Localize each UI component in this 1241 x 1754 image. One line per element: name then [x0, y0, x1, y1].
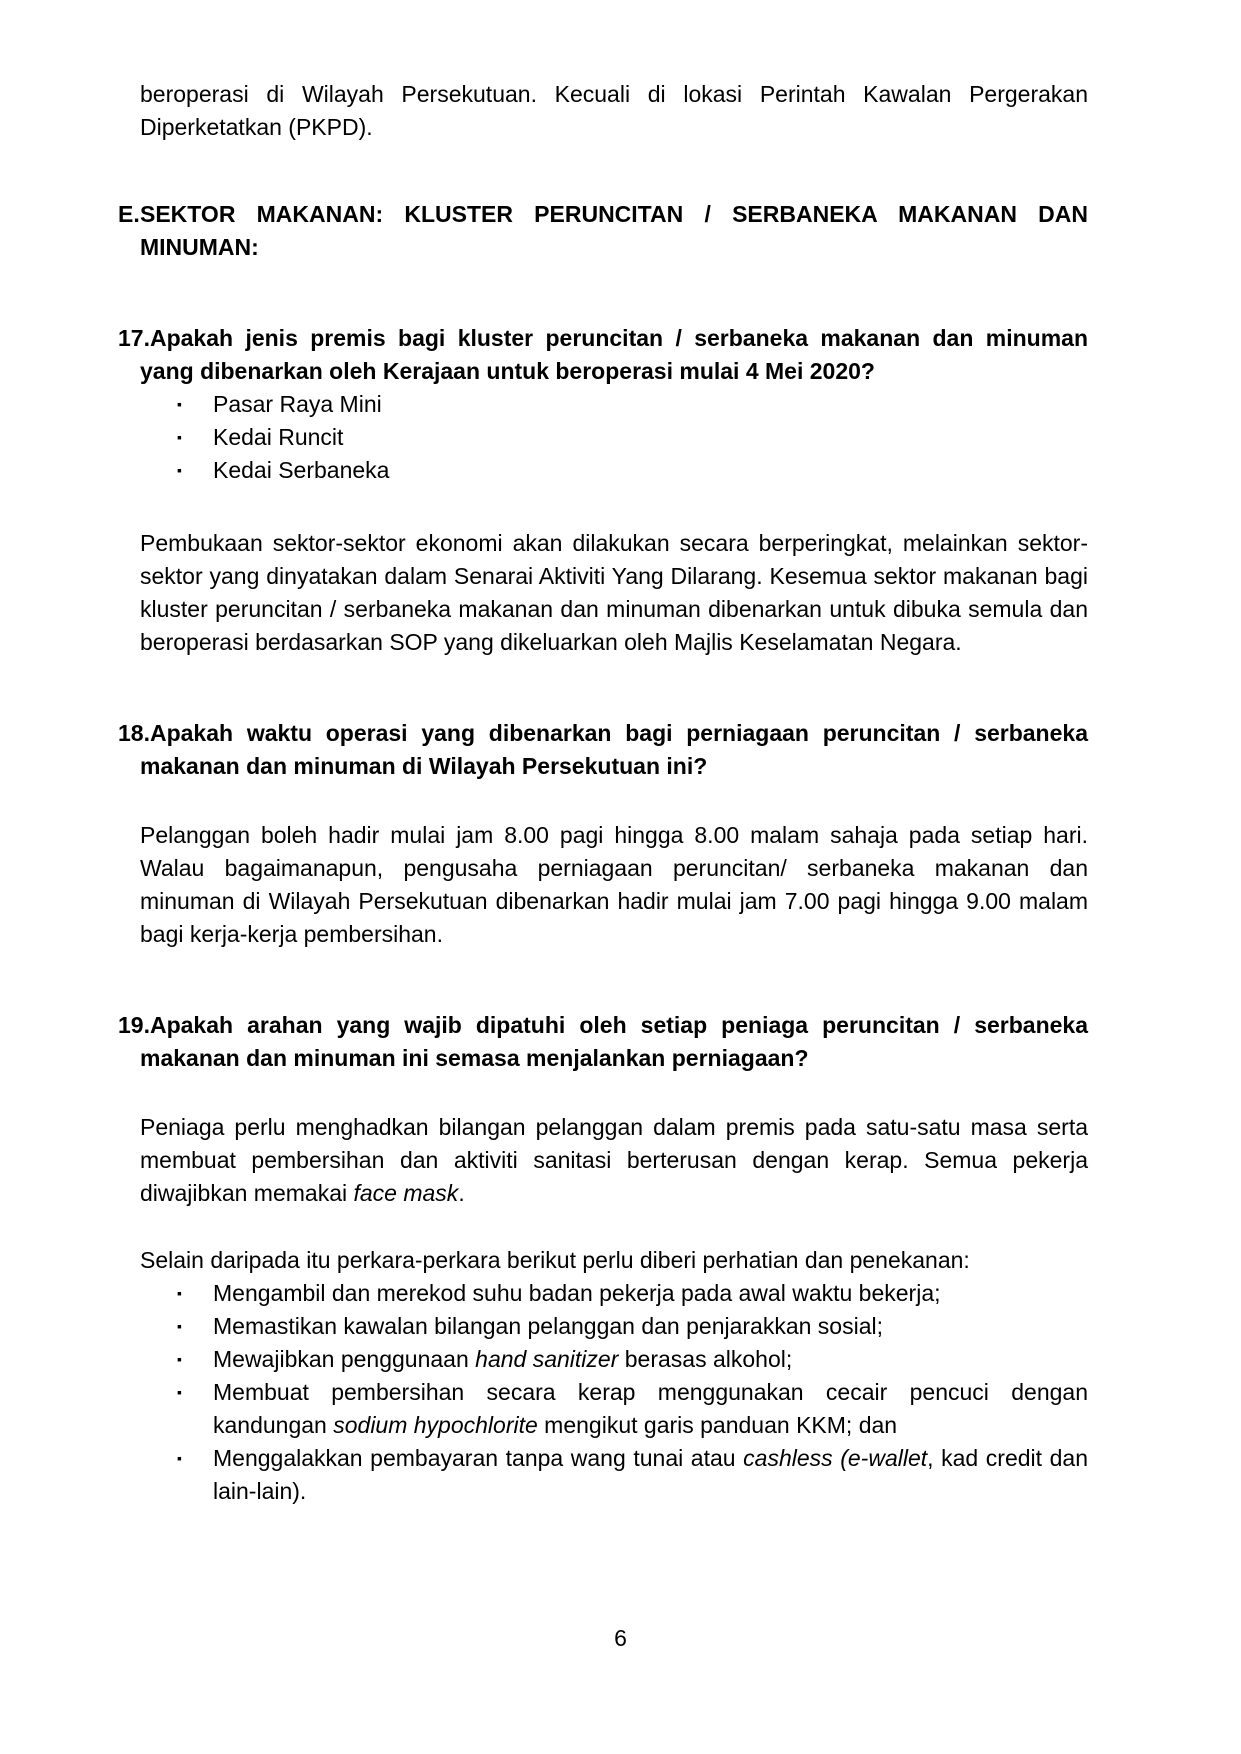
q19-bullet-list	[140, 1277, 1088, 1508]
list-item-text: Memastikan kawalan bilangan pelanggan dan penjarakkan sosial;	[213, 1313, 883, 1339]
list-item-text: Mengambil dan merekod suhu badan pekerja pada awal waktu bekerja;	[213, 1280, 941, 1306]
list-item	[140, 421, 1088, 454]
question-text: Apakah jenis premis bagi kluster peruncitan / serbaneka makanan dan minuman yang dibenarkan oleh Kerajaan untuk beroperasi mulai 4 Mei 2020?	[140, 325, 1088, 384]
list-item-text: Mewajibkan penggunaan hand sanitizer berasas alkohol;	[213, 1346, 793, 1372]
list-item-text: Kedai Serbaneka	[213, 457, 390, 483]
question-19	[118, 1009, 1088, 1075]
list-item	[140, 1343, 1088, 1376]
question-text: Apakah waktu operasi yang dibenarkan bagi perniagaan peruncitan / serbaneka makanan dan minuman di Wilayah Persekutuan ini?	[140, 720, 1088, 779]
bullet-icon: ▪	[177, 396, 182, 412]
question-text: Apakah arahan yang wajib dipatuhi oleh setiap peniaga peruncitan / serbaneka makanan dan minuman ini semasa menjalankan perniagaan?	[140, 1012, 1088, 1071]
list-item	[140, 388, 1088, 421]
bullet-icon: ▪	[177, 1384, 182, 1400]
question-number: 19.	[118, 1012, 150, 1038]
italic-term: sodium hypochlorite	[333, 1412, 538, 1438]
q19-note-paragraph: Selain daripada itu perkara-perkara berikut perlu diberi perhatian dan penekanan:	[140, 1247, 970, 1273]
bullet-icon: ▪	[177, 1285, 182, 1301]
list-item	[140, 1442, 1088, 1508]
bullet-icon: ▪	[177, 1351, 182, 1367]
question-number: 17.	[118, 325, 150, 351]
list-item-text: Membuat pembersihan secara kerap menggunakan cecair pencuci dengan kandungan sodium hypochlorite mengikut garis panduan KKM; dan	[213, 1379, 1088, 1438]
list-item-text: Menggalakkan pembayaran tanpa wang tunai atau cashless (e-wallet, kad credit dan lain-lain).	[213, 1445, 1088, 1504]
question-number: 18.	[118, 720, 150, 746]
list-item	[140, 1310, 1088, 1343]
section-heading	[118, 198, 1088, 264]
bullet-icon: ▪	[177, 1318, 182, 1334]
list-item	[140, 1277, 1088, 1310]
italic-term: hand sanitizer	[475, 1346, 619, 1372]
section-label: E.	[118, 201, 140, 227]
bullet-icon: ▪	[177, 1450, 182, 1466]
page-number: 6	[614, 1625, 627, 1651]
q17-answer-paragraph: Pembukaan sektor-sektor ekonomi akan dilakukan secara berperingkat, melainkan sektor-sektor yang dinyatakan dalam Senarai Aktiviti Yang Dilarang. Kesemua sektor makanan bagi kluster peruncitan / serbaneka makanan dan minuman dibenarkan untuk dibuka semula dan beroperasi berdasarkan SOP yang dikeluarkan oleh Majlis Keselamatan Negara.	[140, 530, 1088, 655]
list-item	[140, 1376, 1088, 1442]
italic-term: face mask	[353, 1180, 459, 1206]
list-item-text: Pasar Raya Mini	[213, 391, 382, 417]
q18-answer-paragraph: Pelanggan boleh hadir mulai jam 8.00 pagi hingga 8.00 malam sahaja pada setiap hari. Walau bagaimanapun, pengusaha perniagaan peruncitan/ serbaneka makanan dan minuman di Wilayah Persekutuan dibenarkan hadir mulai jam 7.00 pagi hingga 9.00 malam bagi kerja-kerja pembersihan.	[140, 822, 1088, 947]
question-17	[118, 322, 1088, 388]
q19-answer-paragraph: Peniaga perlu menghadkan bilangan pelanggan dalam premis pada satu-satu masa serta membuat pembersihan dan aktiviti sanitasi berterusan dengan kerap. Semua pekerja diwajibkan memakai face mask.	[140, 1114, 1088, 1206]
question-18	[118, 717, 1088, 783]
q17-bullet-list	[140, 388, 1088, 487]
section-title: SEKTOR MAKANAN: KLUSTER PERUNCITAN / SERBANEKA MAKANAN DAN MINUMAN:	[140, 201, 1088, 260]
bullet-icon: ▪	[177, 462, 182, 478]
intro-paragraph: beroperasi di Wilayah Persekutuan. Kecuali di lokasi Perintah Kawalan Pergerakan Diperketatkan (PKPD).	[140, 81, 1088, 140]
italic-term: cashless (e-wallet	[743, 1445, 928, 1471]
bullet-icon: ▪	[177, 429, 182, 445]
list-item	[140, 454, 1088, 487]
list-item-text: Kedai Runcit	[213, 424, 344, 450]
